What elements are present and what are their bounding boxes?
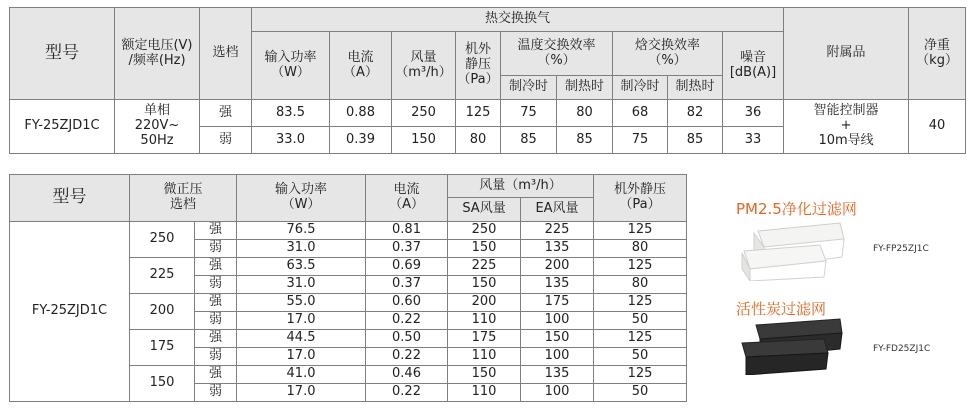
accessory-header: 附属品	[784, 8, 909, 100]
current-header: 电流 （A）	[330, 32, 392, 100]
current-cell: 0.37	[366, 240, 448, 258]
pm25-filter-code: FY-FP25ZJ1C	[873, 244, 929, 254]
pressure-level-cell: 225	[130, 258, 195, 294]
static-cell: 125	[456, 100, 501, 127]
airflow-header: 风量 （m³/h）	[392, 32, 456, 100]
power-header: 输入功率 （W）	[252, 32, 330, 100]
gear-cell: 弱	[195, 240, 237, 258]
table-row	[10, 222, 687, 240]
airflow-cell: 150	[392, 127, 456, 154]
sa-airflow-cell: 110	[448, 348, 521, 366]
static-cell: 80	[594, 276, 687, 294]
current-cell: 0.37	[366, 276, 448, 294]
weight-header: 净重 （kg）	[909, 8, 966, 100]
sa-airflow-cell: 150	[448, 276, 521, 294]
sa-airflow-cell: 225	[448, 258, 521, 276]
temp-cooling-header: 制冷时	[501, 76, 557, 100]
static-cell: 80	[456, 127, 501, 154]
pm25-filter-image	[740, 217, 846, 281]
power-cell: 17.0	[237, 348, 366, 366]
current-header: 电流 （A）	[366, 175, 448, 222]
power-cell: 31.0	[237, 240, 366, 258]
power-cell: 33.0	[252, 127, 330, 154]
spec-table-micro-positive-pressure	[9, 174, 687, 402]
sa-airflow-header: SA风量	[448, 198, 521, 222]
static-pressure-header: 机外 静压 （Pa）	[456, 32, 501, 100]
temp-heat-cell: 85	[557, 127, 613, 154]
sa-airflow-cell: 110	[448, 312, 521, 330]
gear-cell: 弱	[195, 276, 237, 294]
spec-table-heat-exchange	[9, 7, 966, 154]
gear-cell: 强	[195, 222, 237, 240]
sa-airflow-cell: 150	[448, 240, 521, 258]
temp-heating-header: 制热时	[557, 76, 613, 100]
ea-airflow-cell: 200	[521, 258, 594, 276]
model-cell: FY-25ZJD1C	[10, 100, 115, 154]
static-cell: 50	[594, 312, 687, 330]
static-cell: 125	[594, 222, 687, 240]
carbon-filter-title: 活性炭过滤网	[736, 300, 827, 318]
current-cell: 0.50	[366, 330, 448, 348]
power-cell: 63.5	[237, 258, 366, 276]
power-cell: 44.5	[237, 330, 366, 348]
pressure-level-cell: 250	[130, 222, 195, 258]
power-header: 输入功率 （W）	[237, 175, 366, 222]
gear-cell: 弱	[195, 312, 237, 330]
ea-airflow-cell: 150	[521, 330, 594, 348]
ea-airflow-cell: 135	[521, 366, 594, 384]
static-cell: 50	[594, 384, 687, 402]
accessory-cell: 智能控制器 + 10m导线	[784, 100, 909, 154]
carbon-filter-image	[738, 317, 844, 375]
gear-cell: 强	[195, 258, 237, 276]
current-cell: 0.81	[366, 222, 448, 240]
ea-airflow-header: EA风量	[521, 198, 594, 222]
pm25-filter-title: PM2.5净化过滤网	[736, 200, 857, 218]
static-cell: 125	[594, 294, 687, 312]
gear-cell: 弱	[200, 127, 252, 154]
ea-airflow-cell: 100	[521, 348, 594, 366]
model-cell: FY-25ZJD1C	[10, 222, 130, 402]
pressure-level-cell: 150	[130, 366, 195, 402]
ea-airflow-cell: 225	[521, 222, 594, 240]
static-cell: 125	[594, 330, 687, 348]
gear-cell: 强	[195, 330, 237, 348]
airflow-header: 风量（m³/h）	[448, 175, 594, 198]
airflow-cell: 250	[392, 100, 456, 127]
ea-airflow-cell: 135	[521, 276, 594, 294]
carbon-filter-code: FY-FD25ZJ1C	[873, 344, 931, 354]
gear-cell: 弱	[195, 348, 237, 366]
current-cell: 0.22	[366, 384, 448, 402]
current-cell: 0.22	[366, 348, 448, 366]
noise-header: 噪音 [dB(A)]	[723, 32, 784, 100]
sa-airflow-cell: 110	[448, 384, 521, 402]
sa-airflow-cell: 175	[448, 330, 521, 348]
heat-exchange-header: 热交换换气	[252, 8, 784, 32]
enth-cool-cell: 75	[613, 127, 668, 154]
pressure-level-cell: 200	[130, 294, 195, 330]
temp-efficiency-header: 温度交换效率 （%）	[501, 32, 613, 76]
temp-cool-cell: 85	[501, 127, 557, 154]
gear-cell: 强	[195, 294, 237, 312]
current-cell: 0.39	[330, 127, 392, 154]
enth-heat-cell: 85	[668, 127, 723, 154]
ea-airflow-cell: 135	[521, 240, 594, 258]
weight-cell: 40	[909, 100, 966, 154]
model-header: 型号	[10, 8, 115, 100]
static-cell: 125	[594, 258, 687, 276]
power-cell: 17.0	[237, 312, 366, 330]
gear-header: 微正压 选档	[130, 175, 237, 222]
model-header: 型号	[10, 175, 130, 222]
sa-airflow-cell: 200	[448, 294, 521, 312]
current-cell: 0.69	[366, 258, 448, 276]
static-cell: 125	[594, 366, 687, 384]
power-cell: 76.5	[237, 222, 366, 240]
enth-cooling-header: 制冷时	[613, 76, 668, 100]
temp-cool-cell: 75	[501, 100, 557, 127]
power-cell: 55.0	[237, 294, 366, 312]
enth-heating-header: 制热时	[668, 76, 723, 100]
gear-header: 选档	[200, 8, 252, 100]
noise-cell: 36	[723, 100, 784, 127]
gear-cell: 弱	[195, 384, 237, 402]
table2-body	[10, 222, 687, 402]
enth-heat-cell: 82	[668, 100, 723, 127]
current-cell: 0.22	[366, 312, 448, 330]
static-cell: 50	[594, 348, 687, 366]
noise-cell: 33	[723, 127, 784, 154]
sa-airflow-cell: 150	[448, 366, 521, 384]
enthalpy-efficiency-header: 焓交换效率 （%）	[613, 32, 723, 76]
gear-cell: 强	[200, 100, 252, 127]
voltage-cell: 单相 220V~ 50Hz	[115, 100, 200, 154]
temp-heat-cell: 80	[557, 100, 613, 127]
sa-airflow-cell: 250	[448, 222, 521, 240]
static-cell: 80	[594, 240, 687, 258]
current-cell: 0.46	[366, 366, 448, 384]
ea-airflow-cell: 175	[521, 294, 594, 312]
gear-cell: 强	[195, 366, 237, 384]
voltage-header: 额定电压(V) /频率(Hz)	[115, 8, 200, 100]
ea-airflow-cell: 100	[521, 312, 594, 330]
current-cell: 0.60	[366, 294, 448, 312]
static-pressure-header: 机外静压 （Pa）	[594, 175, 687, 222]
power-cell: 17.0	[237, 384, 366, 402]
power-cell: 41.0	[237, 366, 366, 384]
ea-airflow-cell: 100	[521, 384, 594, 402]
current-cell: 0.88	[330, 100, 392, 127]
power-cell: 83.5	[252, 100, 330, 127]
pressure-level-cell: 175	[130, 330, 195, 366]
enth-cool-cell: 68	[613, 100, 668, 127]
power-cell: 31.0	[237, 276, 366, 294]
